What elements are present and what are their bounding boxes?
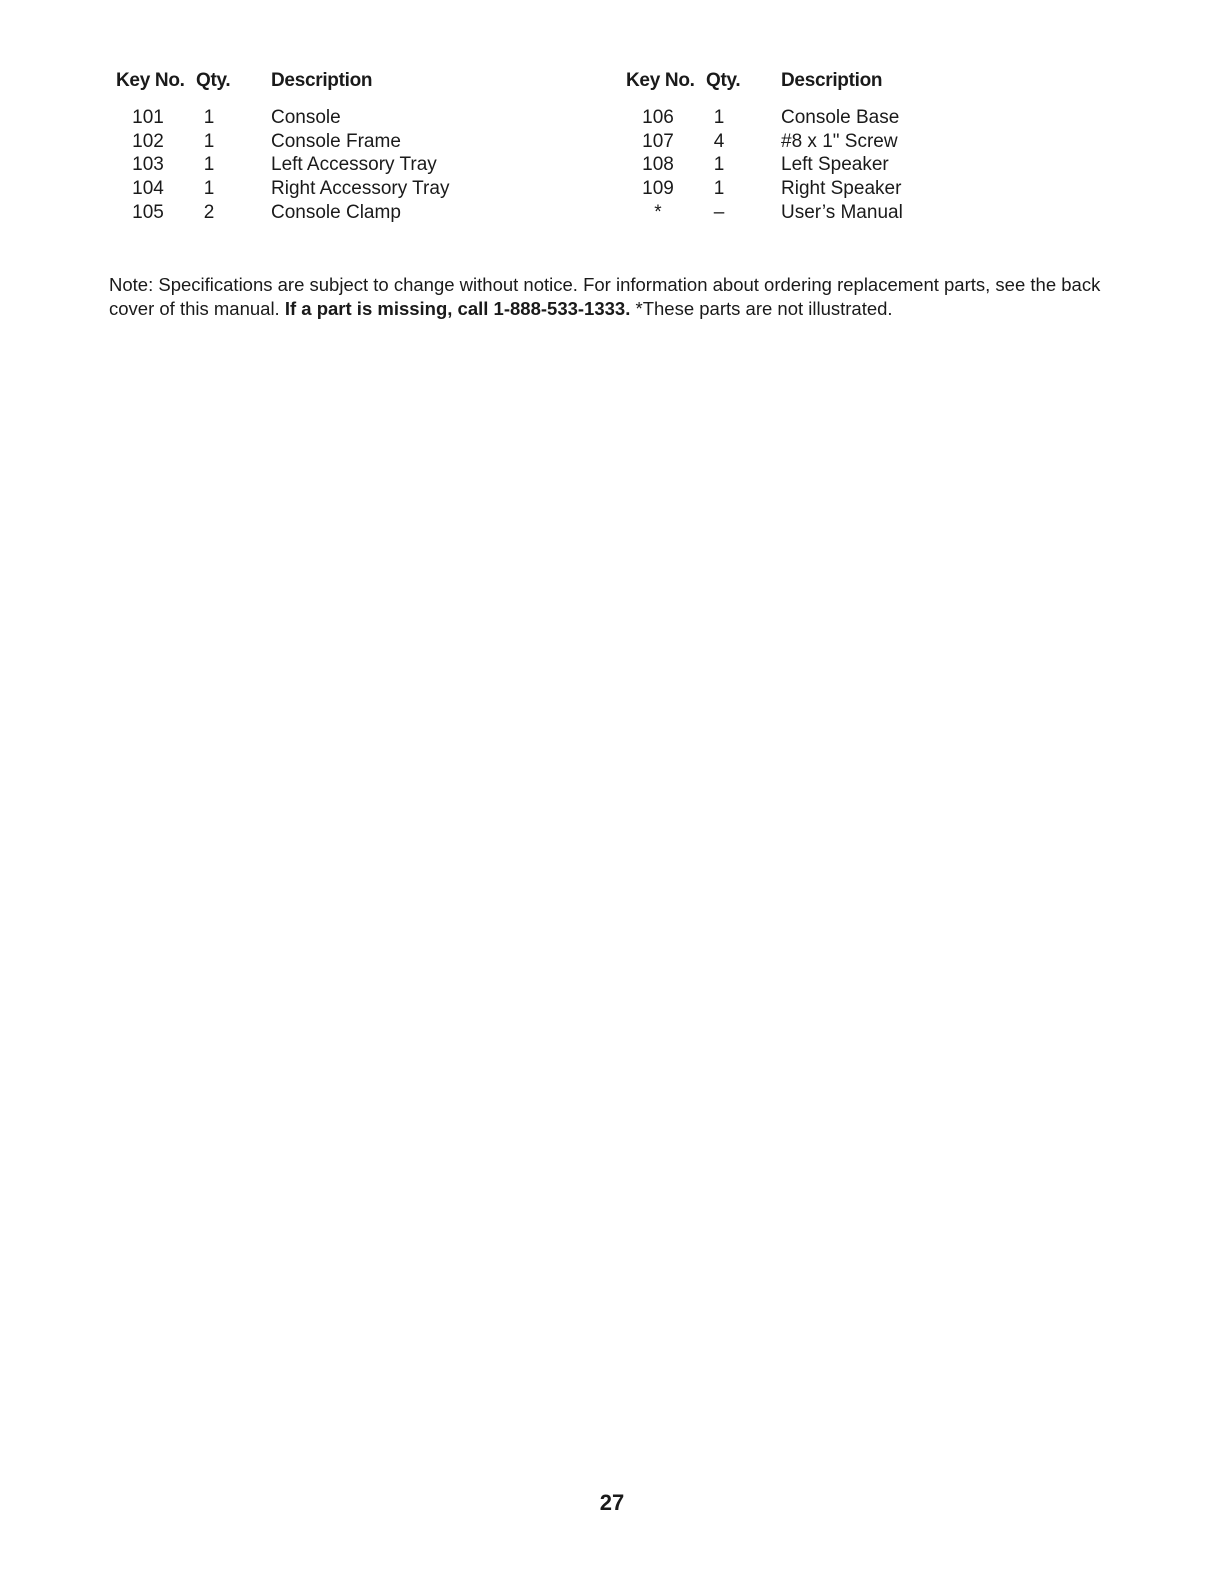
key-no: 107 [642,130,674,152]
note-text-end: *These parts are not illustrated. [630,297,893,319]
qty-header: Qty. [196,70,231,91]
description: Console Clamp [271,201,401,223]
description: #8 x 1" Screw [781,130,898,152]
key-no: 103 [132,154,164,176]
table-row [622,106,982,130]
description-header: Description [781,70,883,91]
qty: 1 [713,107,725,128]
qty-header: Qty. [706,70,741,91]
description-header: Description [271,70,373,91]
description: Console [271,107,341,128]
key-no: 109 [642,178,674,200]
description: Left Accessory Tray [271,154,437,176]
parts-list-right [622,66,982,224]
table-row [112,177,472,201]
table-row [622,153,982,177]
key-no: 104 [132,178,164,200]
key-no: 101 [132,107,164,128]
table-header [112,66,472,98]
qty: – [713,201,725,223]
key-no-header: Key No. [116,70,185,91]
key-no: 108 [642,154,674,176]
table-row [622,201,982,225]
key-no: 105 [132,201,164,223]
key-no-header: Key No. [626,70,695,91]
description: Console Frame [271,130,401,152]
table-row [622,177,982,201]
table-row [112,106,472,130]
qty: 1 [203,154,215,176]
parts-note [109,273,1119,321]
table-row [112,130,472,154]
qty: 1 [713,178,725,200]
key-no: 102 [132,130,164,152]
description: Right Speaker [781,178,902,200]
missing-part-phone: If a part is missing, call 1-888-533-1333. [284,297,631,319]
description: Left Speaker [781,154,889,176]
description: User’s Manual [781,201,903,223]
qty: 1 [203,178,215,200]
qty: 1 [713,154,725,176]
qty: 1 [203,107,215,128]
table-row [112,153,472,177]
description: Console Base [781,107,900,128]
page-number: 27 [599,1490,625,1515]
description: Right Accessory Tray [271,178,450,200]
table-row [112,201,472,225]
table-row [622,130,982,154]
qty: 2 [203,201,215,223]
qty: 1 [203,130,215,152]
qty: 4 [713,130,725,152]
key-no: * [654,201,662,223]
note-text: Note: Specifications are subject to change without notice. For information about ordering replacement parts, see the back cover of this manual. [109,273,1101,319]
table-header [622,66,982,98]
parts-list-left [112,66,472,224]
key-no: 106 [642,107,674,128]
